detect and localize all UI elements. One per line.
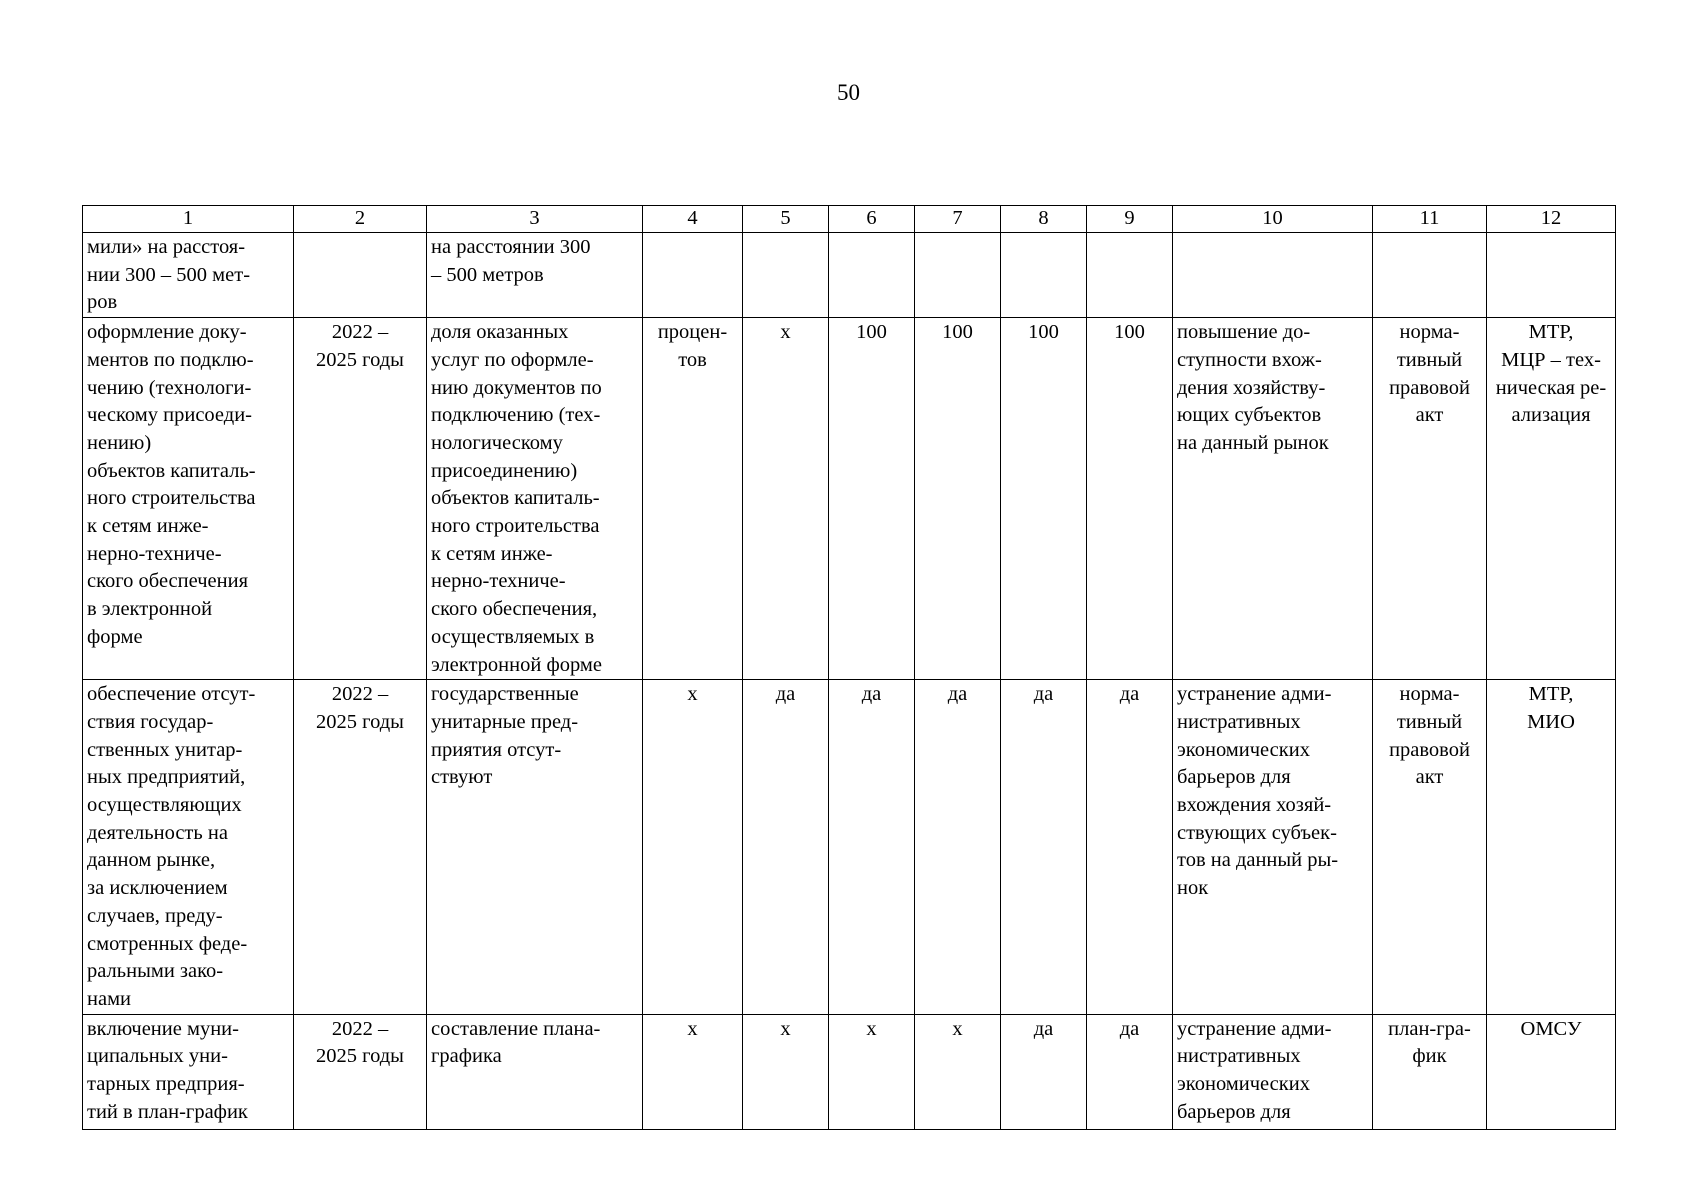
result-cell: устранение адми- нистративных экономических барьеров для — [1173, 1014, 1373, 1129]
value-cell: да — [743, 680, 829, 1014]
column-number: 2 — [294, 206, 427, 233]
document-type-cell: норма- тивный правовой акт — [1373, 318, 1487, 680]
result-cell: устранение адми- нистративных экономических барьеров для вхождения хозяй- ствующих субъек- тов на данный ры- нок — [1173, 680, 1373, 1014]
unit-cell: х — [643, 680, 743, 1014]
indicator-cell: доля оказанных услуг по оформле- нию документов по подключению (тех- нологическому присоединению) объектов капиталь- ного строительства к сетям инже- нерно-техниче- ского обеспечения, осуществляемых в электронной форме — [427, 318, 643, 680]
document-type-cell: план-гра- фик — [1373, 1014, 1487, 1129]
indicator-cell: на расстоянии 300 – 500 метров — [427, 233, 643, 318]
column-number: 8 — [1001, 206, 1087, 233]
value-cell — [1001, 233, 1087, 318]
measure-cell: обеспечение отсут- ствия государ- ственных унитар- ных предприятий, осуществляющих деятельность на данном рынке, за исключением случаев, преду- смотренных феде- ральными зако- нами — [83, 680, 294, 1014]
column-number: 6 — [829, 206, 915, 233]
value-cell: да — [915, 680, 1001, 1014]
result-cell: повышение до- ступности вхож- дения хозяйству- ющих субъектов на данный рынок — [1173, 318, 1373, 680]
column-number: 5 — [743, 206, 829, 233]
responsible-cell: МТР, МИО — [1487, 680, 1616, 1014]
measures-table — [82, 205, 1616, 1130]
value-cell: да — [1087, 680, 1173, 1014]
value-cell — [829, 233, 915, 318]
period-cell: 2022 – 2025 годы — [294, 1014, 427, 1129]
value-cell: да — [1087, 1014, 1173, 1129]
page-number: 50 — [837, 80, 860, 105]
column-number-row — [83, 206, 1616, 233]
value-cell: х — [829, 1014, 915, 1129]
table-row — [83, 1014, 1616, 1129]
period-cell: 2022 – 2025 годы — [294, 318, 427, 680]
value-cell: 100 — [829, 318, 915, 680]
result-cell — [1173, 233, 1373, 318]
value-cell: да — [1001, 680, 1087, 1014]
unit-cell: процен- тов — [643, 318, 743, 680]
value-cell: 100 — [1087, 318, 1173, 680]
document-type-cell: норма- тивный правовой акт — [1373, 680, 1487, 1014]
value-cell: х — [743, 318, 829, 680]
table-row — [83, 680, 1616, 1014]
value-cell: х — [743, 1014, 829, 1129]
indicator-cell: составление плана- графика — [427, 1014, 643, 1129]
value-cell: х — [915, 1014, 1001, 1129]
value-cell: да — [829, 680, 915, 1014]
responsible-cell: ОМСУ — [1487, 1014, 1616, 1129]
column-number: 10 — [1173, 206, 1373, 233]
measure-cell: включение муни- ципальных уни- тарных предприя- тий в план-график — [83, 1014, 294, 1129]
column-number: 4 — [643, 206, 743, 233]
document-type-cell — [1373, 233, 1487, 318]
value-cell — [915, 233, 1001, 318]
responsible-cell — [1487, 233, 1616, 318]
value-cell: 100 — [1001, 318, 1087, 680]
table-row — [83, 233, 1616, 318]
value-cell: да — [1001, 1014, 1087, 1129]
indicator-cell: государственные унитарные пред- приятия отсут- ствуют — [427, 680, 643, 1014]
unit-cell: х — [643, 1014, 743, 1129]
table-row — [83, 318, 1616, 680]
value-cell: 100 — [915, 318, 1001, 680]
responsible-cell: МТР, МЦР – тех- ническая ре- ализация — [1487, 318, 1616, 680]
measure-cell: оформление доку- ментов по подклю- чению (технологи- ческому присоеди- нению) объектов капиталь- ного строительства к сетям инже- нерно-техниче- ского обеспечения в электронной форме — [83, 318, 294, 680]
column-number: 3 — [427, 206, 643, 233]
measure-cell: мили» на расстоя- нии 300 – 500 мет- ров — [83, 233, 294, 318]
column-number: 1 — [83, 206, 294, 233]
period-cell — [294, 233, 427, 318]
value-cell — [1087, 233, 1173, 318]
unit-cell — [643, 233, 743, 318]
column-number: 9 — [1087, 206, 1173, 233]
column-number: 7 — [915, 206, 1001, 233]
column-number: 11 — [1373, 206, 1487, 233]
value-cell — [743, 233, 829, 318]
period-cell: 2022 – 2025 годы — [294, 680, 427, 1014]
column-number: 12 — [1487, 206, 1616, 233]
